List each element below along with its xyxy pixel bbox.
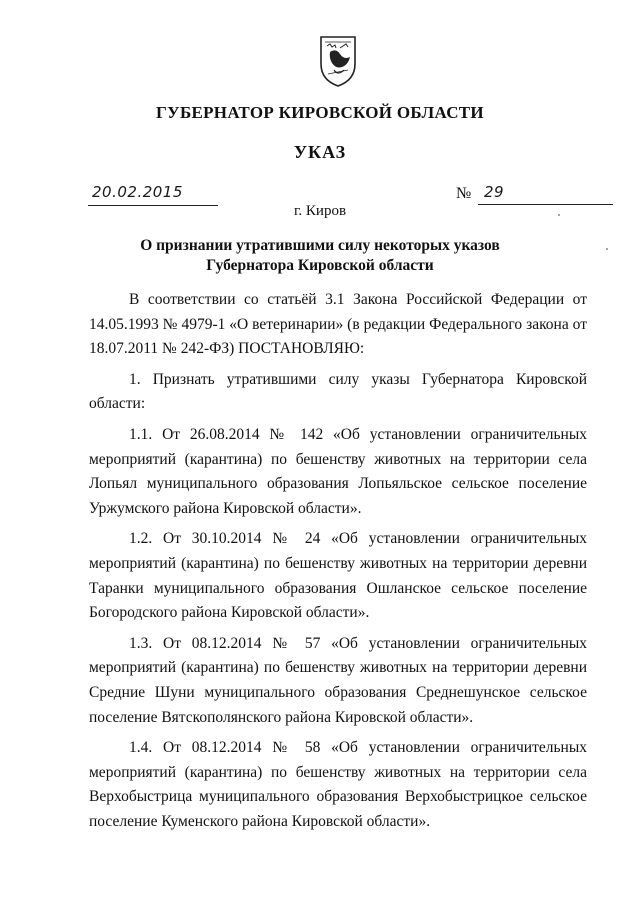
handwritten-date: 20.02.2015 (92, 183, 183, 201)
item-1-3-paragraph: 1.3. От 08.12.2014 № 57 «Об установлении ограничительных мероприятий (карантина) по бешенству животных на территории деревни Средние Шуни муниципального образования Среднешунское сельское поселение Вятскополянского района Кировской области». (89, 634, 587, 726)
handwritten-number: 29 (484, 183, 505, 201)
decree-subject: О признании утратившими силу некоторых указов Губернатора Кировской области (140, 237, 500, 274)
scan-artifact (606, 248, 608, 250)
number-sign: № (456, 185, 472, 202)
scan-artifact (558, 214, 560, 216)
item-1-paragraph: 1. Признать утратившими силу указы Губернатора Кировской области: (89, 370, 587, 413)
item-1-2-paragraph: 1.2. От 30.10.2014 № 24 «Об установлении ограничительных мероприятий (карантина) по бешенству животных на территории деревни Таранки муниципального образования Ошланское сельское поселение Богородского района Кировской области». (89, 530, 587, 622)
item-1-1-paragraph: 1.1. От 26.08.2014 № 142 «Об установлении ограничительных мероприятий (карантина) по бешенству животных на территории села Лопьял муниципального образования Лопьяльское сельское поселение Уржумского района Кировской области». (89, 425, 587, 517)
decree-body (89, 288, 587, 834)
issuing-authority: ГУБЕРНАТОР КИРОВСКОЙ ОБЛАСТИ (156, 103, 484, 122)
preamble-paragraph: В соответствии со статьёй 3.1 Закона Российской Федерации от 14.05.1993 № 4979-1 «О ветеринарии» (в редакции Федерального закона от 18.07.2011 № 242-ФЗ) ПОСТАНОВЛЯЮ: (89, 291, 587, 358)
kirov-oblast-coat-of-arms-icon (318, 34, 358, 88)
number-line (478, 183, 613, 205)
document-type-title: УКАЗ (293, 142, 347, 162)
city-of-issue: г. Киров (293, 203, 347, 219)
document-number-field (456, 183, 616, 205)
item-1-4-paragraph: 1.4. От 08.12.2014 № 58 «Об установлении ограничительных мероприятий (карантина) по бешенству животных на территории села Верхобыстрица муниципального образования Верхобыстрицкое сельское поселение Куменского района Кировской области». (89, 739, 587, 830)
